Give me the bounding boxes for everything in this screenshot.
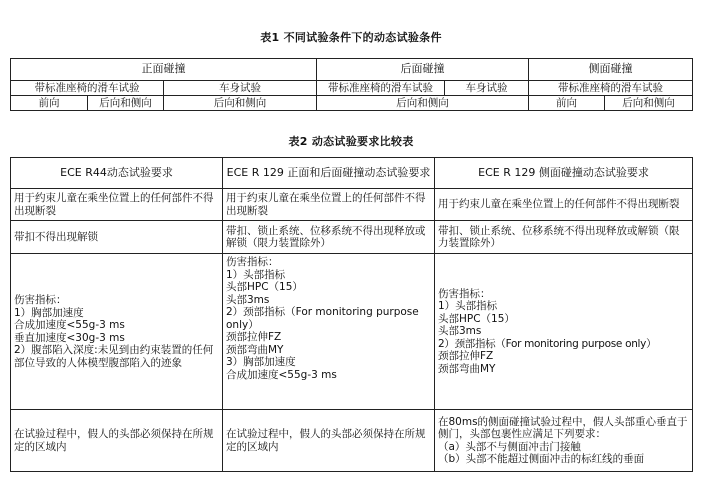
- cell-text: 头部3ms: [438, 325, 482, 338]
- table1-cell: 车身试验: [164, 81, 317, 96]
- cell-text: 1）胸部加速度: [14, 306, 84, 319]
- cell-text: 3）胸部加速度: [226, 356, 296, 368]
- table1-cell: 带标准座椅的滑车试验: [317, 81, 445, 96]
- cell-text: 带扣、锁止系统、位移系统不得出现释放或解锁（限力装置除外）: [226, 224, 426, 249]
- table1: [10, 58, 693, 111]
- cell-text: 颈部拉伸FZ: [438, 350, 494, 363]
- table-row: [11, 254, 693, 410]
- table2-cell: [11, 189, 223, 221]
- cell-text: 在80ms的侧面碰撞试验过程中，假人头部重心垂直于侧门，头部包裹性应满足下列要求：: [438, 415, 688, 440]
- cell-text: 头部HPC（15）: [438, 312, 515, 325]
- cell-text: 带扣、锁止系统、位移系统不得出现释放或解锁（限力装置除外）: [438, 224, 680, 249]
- table1-cell: 带标准座椅的滑车试验: [529, 81, 693, 96]
- cell-text: 垂直加速度<30g-3 ms: [14, 331, 125, 344]
- table1-side-crash: 侧面碰撞: [529, 59, 693, 81]
- table-row: [11, 410, 693, 472]
- table2-header-r129-side: ECE R 129 侧面碰撞动态试验要求: [435, 158, 693, 189]
- cell-text: 伤害指标：: [14, 294, 67, 306]
- table2-cell: [223, 254, 435, 410]
- table1-cell: 前向: [529, 96, 605, 111]
- table1-cell: 后向和侧向: [164, 96, 317, 111]
- table2-cell: [223, 410, 435, 472]
- table2-caption: 表2 动态试验要求比较表: [288, 135, 414, 148]
- table1-rear-crash: 后面碰撞: [317, 59, 529, 81]
- table2-header-r129-front-rear: ECE R 129 正面和后面碰撞动态试验要求: [223, 158, 435, 189]
- table2: [10, 157, 693, 472]
- table2-cell: [435, 189, 693, 221]
- table1-cell: 后向和侧向: [317, 96, 529, 111]
- table1-row-test-type: [11, 81, 693, 96]
- table1-cell: 后向和侧向: [605, 96, 693, 111]
- cell-text: 2）颈部指标（For monitoring purpose only）: [438, 337, 657, 350]
- cell-text: 在试验过程中，假人的头部必须保持在所规定的区域内: [14, 428, 214, 453]
- cell-text: 2）颈部指标（For monitoring purpose only）: [226, 306, 419, 331]
- cell-text: （b）头部不能超过侧面冲击的标红线的垂面: [438, 453, 645, 465]
- cell-text: （a）头部不与侧面冲击门接触: [438, 440, 581, 453]
- table1-cell: 车身试验: [445, 81, 529, 96]
- cell-text: 用于约束儿童在乘坐位置上的任何部件不得出现断裂: [14, 192, 214, 217]
- cell-text: 颈部弯曲MY: [226, 343, 284, 356]
- table2-cell: [435, 254, 693, 410]
- table2-header-row: [11, 158, 693, 189]
- cell-text: 在试验过程中，假人的头部必须保持在所规定的区域内: [226, 428, 426, 453]
- cell-text: 用于约束儿童在乘坐位置上的任何部件不得出现断裂: [226, 192, 426, 217]
- cell-text: 2）腹部陷入深度:未见到由约束装置的任何部位导致的人体模型腹部陷入的迹象: [14, 344, 214, 369]
- table1-cell: 前向: [11, 96, 88, 111]
- cell-text: 1）头部指标: [226, 268, 286, 281]
- table2-cell: [223, 221, 435, 254]
- table1-cell: 带标准座椅的滑车试验: [11, 81, 164, 96]
- cell-text: 头部HPC（15）: [226, 281, 303, 293]
- table1-caption: 表1 不同试验条件下的动态试验条件: [260, 31, 442, 44]
- cell-text: 伤害指标：: [438, 287, 491, 300]
- cell-text: 带扣不得出现解锁: [14, 230, 98, 243]
- table1-frontal-crash: 正面碰撞: [11, 59, 317, 81]
- cell-text: 头部3ms: [226, 293, 270, 306]
- cell-text: 1）头部指标: [438, 300, 498, 313]
- table2-cell: [11, 254, 223, 410]
- table1-row-crash-type: [11, 59, 693, 81]
- table2-cell: [435, 221, 693, 254]
- cell-text: 合成加速度<55g-3 ms: [226, 368, 337, 381]
- table2-header-r44: ECE R44动态试验要求: [11, 158, 223, 189]
- table2-cell: [223, 189, 435, 221]
- table2-cell: [11, 410, 223, 472]
- cell-text: 伤害指标：: [226, 256, 279, 268]
- table2-cell: [435, 410, 693, 472]
- table2-cell: [11, 221, 223, 254]
- cell-text: 颈部弯曲MY: [438, 362, 496, 375]
- table1-cell: 后向和侧向: [88, 96, 164, 111]
- table-row: [11, 221, 693, 254]
- table1-row-direction: [11, 96, 693, 111]
- cell-text: 颈部拉伸FZ: [226, 331, 282, 343]
- cell-text: 用于约束儿童在乘坐位置上的任何部件不得出现断裂: [438, 198, 680, 211]
- cell-text: 合成加速度<55g-3 ms: [14, 319, 125, 331]
- table-row: [11, 189, 693, 221]
